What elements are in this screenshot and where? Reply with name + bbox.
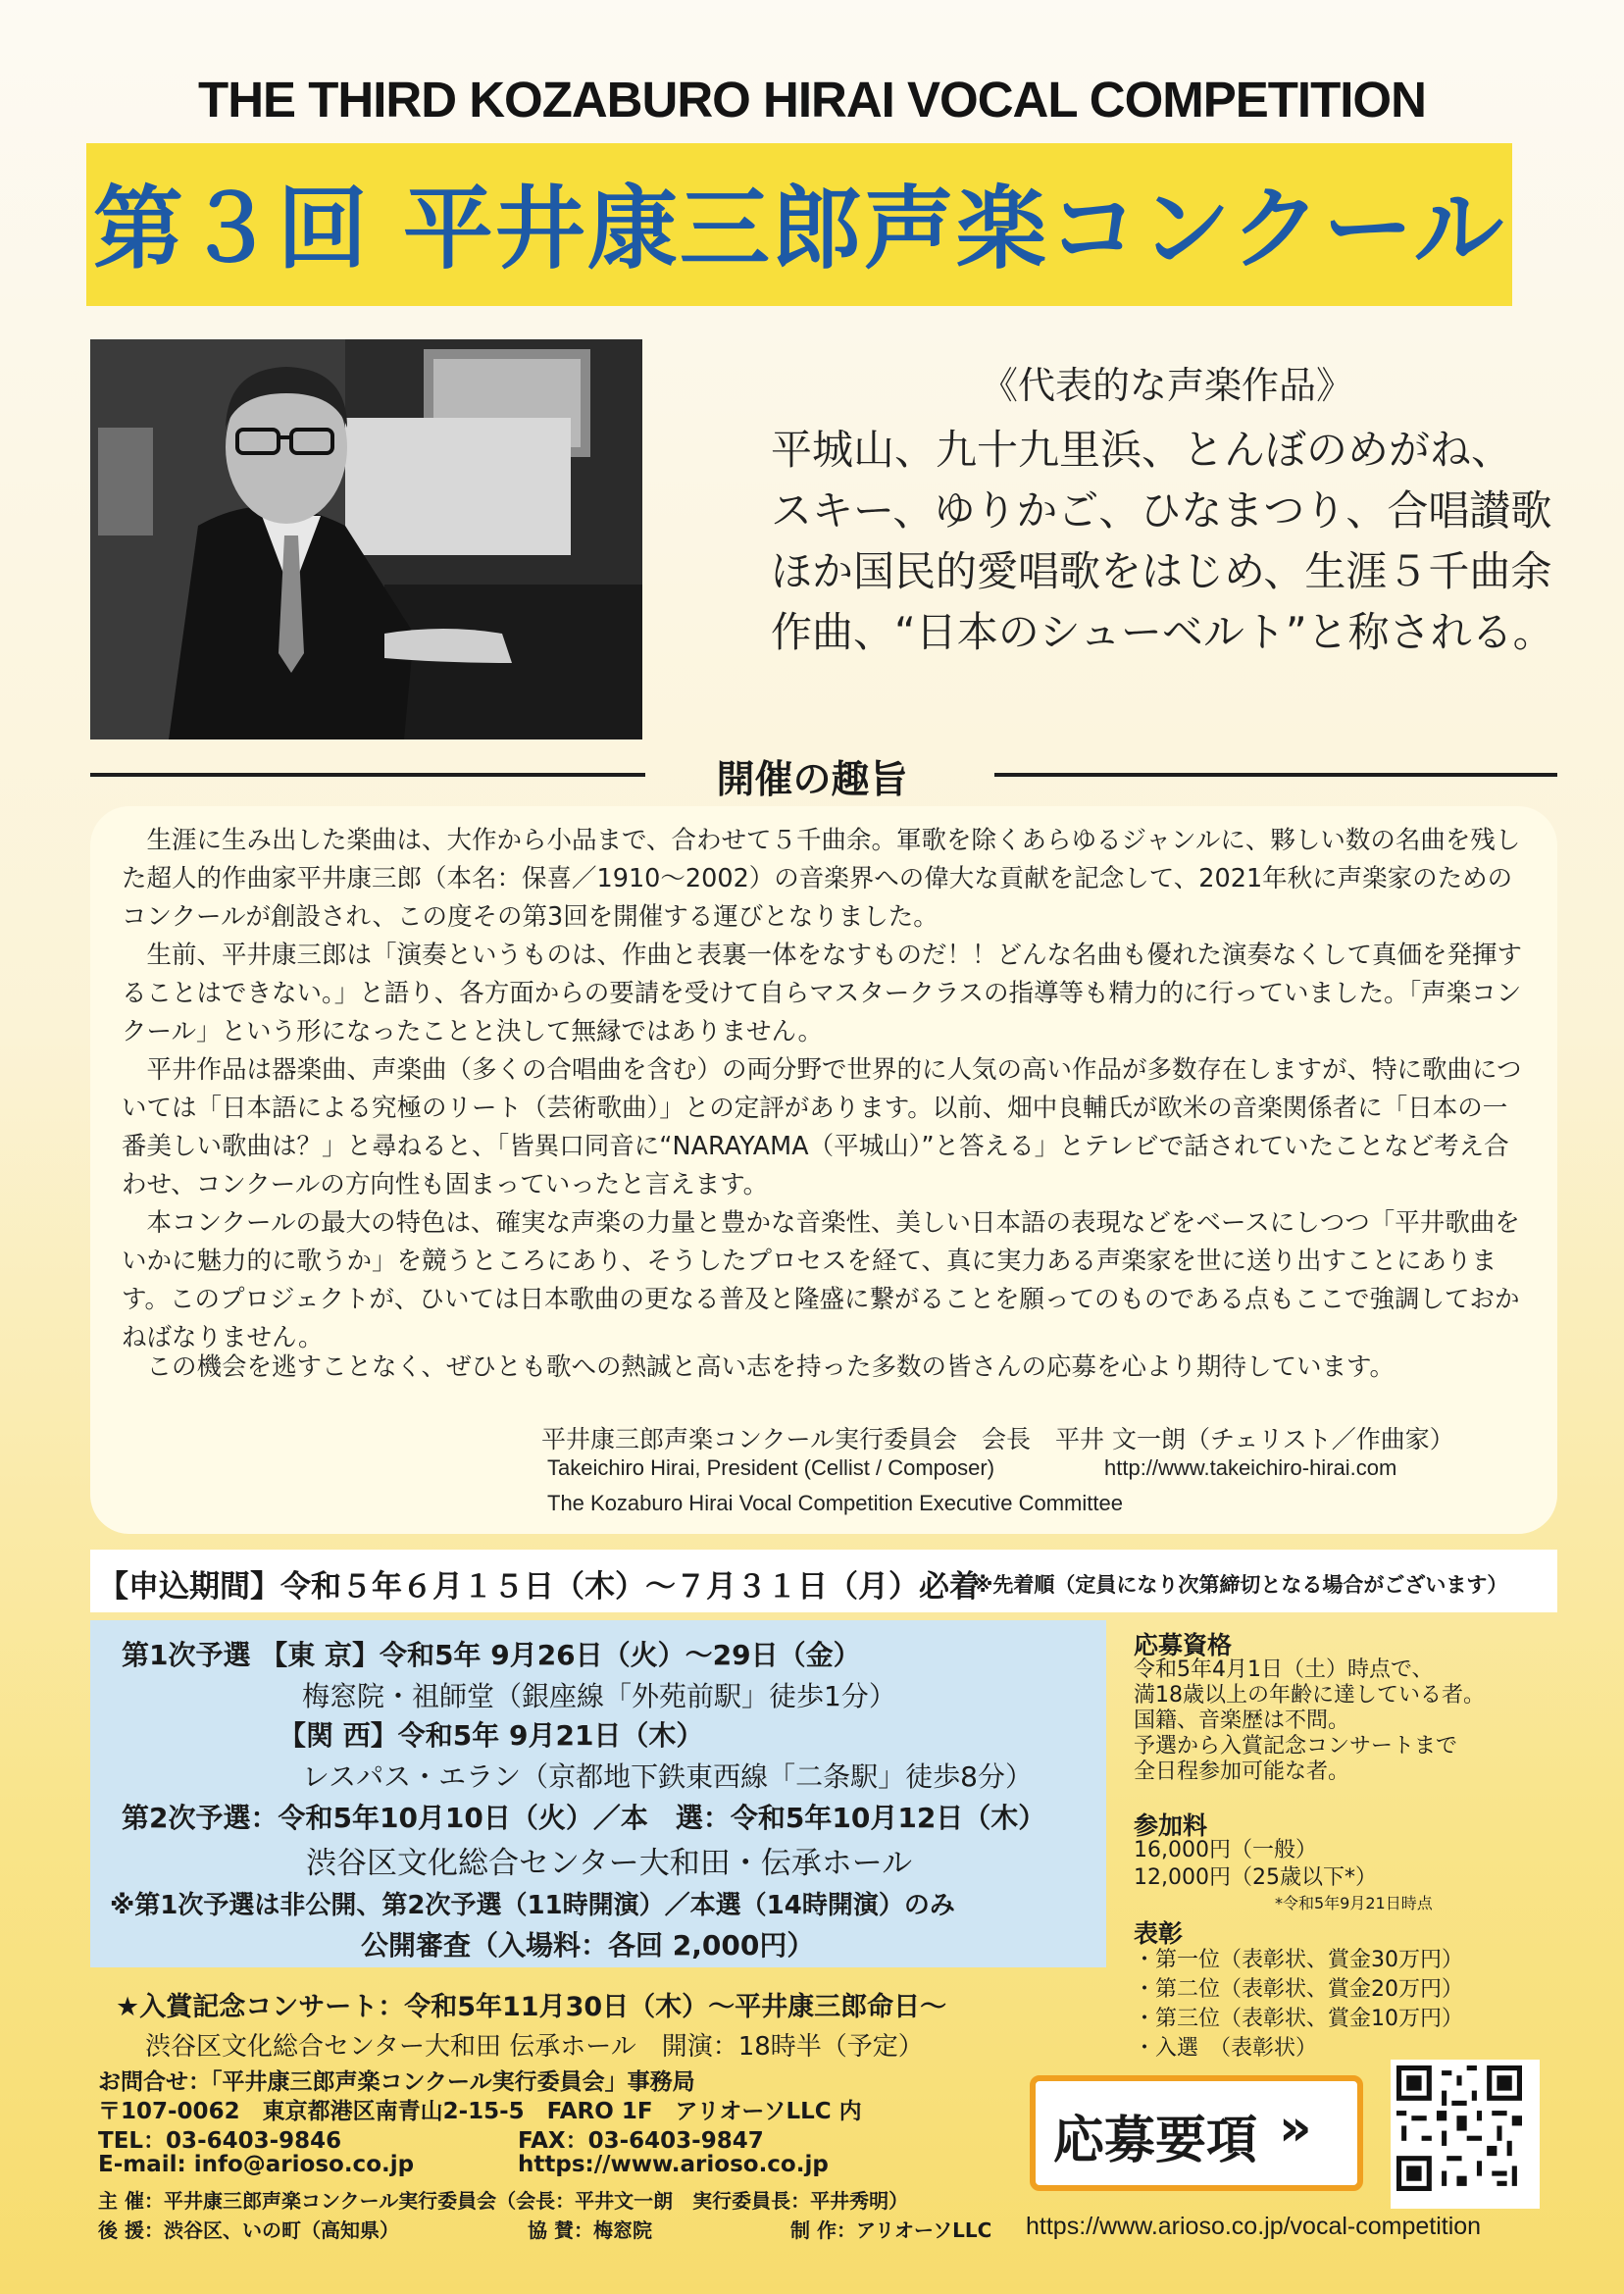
fee-note: *令和5年9月21日時点 [1275, 1894, 1433, 1912]
works-line: スキー、ゆりかご、ひなまつり、合唱讃歌 [771, 486, 1552, 535]
schedule-note: 公開審査（入場料：各回 2,000円） [361, 1929, 815, 1962]
second-venue: 渋谷区文化総合センター大和田・伝承ホール [306, 1846, 913, 1881]
purpose-paragraph: 生涯に生み出した楽曲は、大作から小品まで、合わせて５千曲余。軍歌を除くあらゆるジャンルに、夥しい数の名曲を残した超人的作曲家平井康三郎（本名：保喜／1910〜2002）の音楽界への偉大な貢献を記念して、2021年秋に声楽家のためのコンクールが創設され、この度その第3回を開催する運びとなりました。 [122, 826, 1521, 932]
organizer: 主 催：平井康三郎声楽コンクール実行委員会（会長：平井文一朗 実行委員長：平井秀明） [98, 2189, 909, 2213]
award-item: ・第二位（表彰状、賞金20万円） [1134, 1977, 1463, 2002]
schedule-note: ※第1次予選は非公開、第2次予選（11時開演）／本選（14時開演）のみ [110, 1891, 955, 1920]
purpose-paragraph: この機会を逃すことなく、ぜひとも歌への熱誠と高い志を持った多数の皆さんの応募を心より期待しています。 [146, 1352, 1395, 1382]
purpose-paragraph: 平井作品は器楽曲、声楽曲（多くの合唱曲を含む）の両分野で世界的に人気の高い作品が多数存在しますが、特に歌曲については「日本語による究極のリート（芸術歌曲）」との定評があります。以前、畑中良輔氏が欧米の音楽関係者に「日本の一番美しい歌曲は？」と尋ねると、「皆異口同音に“NARAYAMA（平城山）”と答える」とテレビで話されていたことなど考え合わせ、コンクールの方向性も固まっていったと言えます。 [122, 1055, 1522, 1199]
second-round: 第2次予選：令和5年10月10日（火）／本 選：令和5年10月12日（木） [122, 1802, 1046, 1834]
application-period: 【申込期間】令和５年６月１５日（木）〜７月３１日（月）必着 [98, 1569, 980, 1605]
application-note: ※先着順（定員になり次第締切となる場合がございます） [973, 1573, 1508, 1597]
contact-tel: TEL：03-6403-9846 [98, 2128, 342, 2154]
contact-label: お問合せ：「平井康三郎声楽コンクール実行委員会」事務局 [98, 2069, 695, 2095]
sponsor: 協 賛：梅窓院 [528, 2218, 652, 2242]
signature-english: Takeichiro Hirai, President (Cellist / Composer) [547, 1455, 995, 1480]
first-round-tokyo: 第1次予選 【東 京】令和5年 9月26日（火）〜29日（金） [122, 1639, 861, 1671]
double-chevron-right-icon: » [1279, 2099, 1312, 2158]
contact-email-link[interactable]: E-mail: info@arioso.co.jp [98, 2152, 415, 2177]
fee-general: 16,000円（一般） [1134, 1838, 1317, 1862]
kansai-venue: レスパス・エラン（京都地下鉄東西線「二条駅」徒歩8分） [302, 1760, 1033, 1793]
composer-photo [90, 339, 642, 739]
signature-url-link[interactable]: http://www.takeichiro-hirai.com [1104, 1455, 1397, 1480]
apply-url-link[interactable]: https://www.arioso.co.jp/vocal-competition [1026, 2213, 1482, 2240]
fee-youth: 12,000円（25歳以下*） [1134, 1865, 1377, 1890]
qr-code[interactable] [1391, 2060, 1540, 2209]
fee-heading: 参加料 [1134, 1811, 1208, 1840]
apply-button-label: 応募要項 [1053, 2112, 1258, 2170]
support: 後 援：渋谷区、いの町（高知県） [98, 2218, 399, 2242]
first-round-kansai: 【関 西】令和5年 9月21日（木） [279, 1719, 704, 1752]
works-line: 作曲、“日本のシューベルト”と称される。 [771, 608, 1554, 656]
works-line: ほか国民的愛唱歌をはじめ、生涯５千曲余 [771, 547, 1552, 595]
eligibility-line: 予選から入賞記念コンサートまで [1134, 1734, 1458, 1759]
contact-address: 〒107-0062 東京都港区南青山2-15-5 FARO 1F アリオーソLLC 内 [98, 2099, 862, 2124]
purpose-title: 開催の趣旨 [716, 758, 908, 802]
purpose-paragraph: 本コンクールの最大の特色は、確実な声楽の力量と豊かな音楽性、美しい日本語の表現などをベースにしつつ「平井歌曲をいかに魅力的に歌うか」を競うところにあり、そうしたプロセスを経て、真に実力ある声楽家を世に送り出すことにあります。このプロジェクトが、ひいては日本歌曲の更なる普及と隆盛に繋がることを願ってのものである点もここで強調しておかねばなりません。 [122, 1208, 1520, 1352]
tokyo-venue: 梅窓院・祖師堂（銀座線「外苑前駅」徒歩1分） [302, 1680, 896, 1712]
committee-english: The Kozaburo Hirai Vocal Competition Executive Committee [547, 1491, 1123, 1515]
contact-fax: FAX：03-6403-9847 [518, 2128, 764, 2154]
title-english: THE THIRD KOZABURO HIRAI VOCAL COMPETITION [198, 72, 1426, 127]
purpose-paragraph: 生前、平井康三郎は「演奏というものは、作曲と表裏一体をなすものだ！！どんな名曲も優れた演奏なくして真価を発揮することはできない。」と語り、各方面からの要請を受けて自らマスタークラスの指導等も精力的に行っていました。「声楽コンクール」という形になったことと決して無縁ではありません。 [122, 941, 1523, 1046]
title-japanese: 第３回 平井康三郎声楽コンクール [92, 177, 1506, 281]
concert-title: ★入賞記念コンサート：令和5年11月30日（木）〜平井康三郎命日〜 [116, 1992, 947, 2022]
signature-japanese: 平井康三郎声楽コンクール実行委員会 会長 平井 文一朗（チェリスト／作曲家） [541, 1425, 1454, 1453]
eligibility-line: 国籍、音楽歴は不問。 [1134, 1708, 1350, 1733]
eligibility-line: 満18歳以上の年齢に達している者。 [1134, 1683, 1485, 1708]
eligibility-line: 令和5年4月1日（土）時点で、 [1134, 1657, 1434, 1682]
concert-detail: 渋谷区文化総合センター大和田 伝承ホール 開演：18時半（予定） [145, 2032, 924, 2062]
eligibility-line: 全日程参加可能な者。 [1134, 1759, 1350, 1784]
works-line: 平城山、九十九里浜、とんぼのめがね、 [771, 426, 1513, 474]
awards-heading: 表彰 [1134, 1919, 1184, 1948]
contact-web-link[interactable]: https://www.arioso.co.jp [518, 2152, 829, 2177]
production: 制 作：アリオーソLLC [790, 2218, 992, 2242]
works-heading: 《代表的な声楽作品》 [980, 364, 1353, 407]
award-item: ・第一位（表彰状、賞金30万円） [1134, 1948, 1463, 1972]
award-item: ・第三位（表彰状、賞金10万円） [1134, 2007, 1463, 2031]
award-item: ・入選 （表彰状） [1134, 2036, 1318, 2061]
eligibility-heading: 応募資格 [1134, 1631, 1233, 1659]
